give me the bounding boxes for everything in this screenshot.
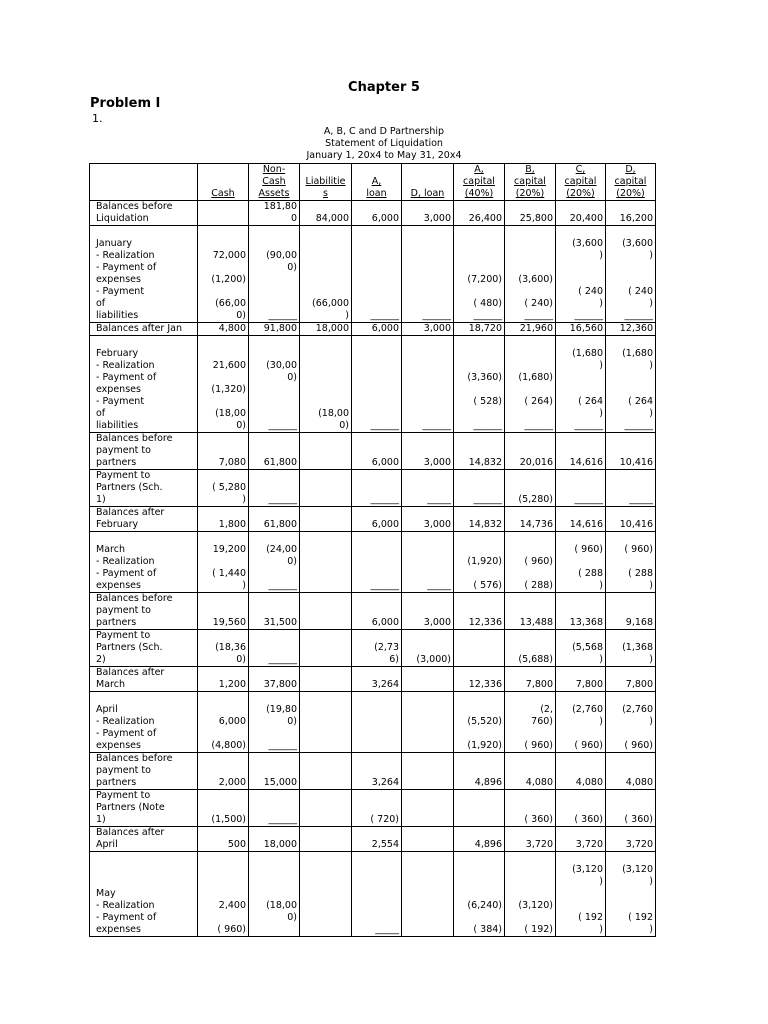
table-cell: 91,800 [249,323,300,336]
table-cell [402,667,454,692]
table-cell: 7,800 [505,667,556,692]
table-cell: 3,000 [402,323,454,336]
table-cell: (1,500) [198,790,249,827]
table-cell: 3,000 [402,507,454,532]
row-label: Balances before payment to partners [90,593,198,630]
table-cell: (3,120 ) ( 192 ) [556,852,606,937]
table-cell: 1,200 [198,667,249,692]
table-cell: (24,00 0) ______ [249,532,300,593]
table-cell [300,532,352,593]
table-cell: (19,80 0) ______ [249,692,300,753]
column-header: Liabilitie s [300,164,352,201]
row-label: Balances after Jan [90,323,198,336]
table-cell: 6,000 [352,507,402,532]
table-cell: ______ [454,470,505,507]
table-cell: (2,73 6) [352,630,402,667]
table-cell: ( 5,280 ) [198,470,249,507]
table-cell: (6,240) ( 384) [454,852,505,937]
table-cell [454,790,505,827]
table-cell: 4,080 [556,753,606,790]
table-cell: 3,720 [505,827,556,852]
table-cell: (2,760 ) ( 960) [556,692,606,753]
table-cell: 21,600 (1,320) (18,00 0) [198,336,249,433]
table-cell: 2,400 ( 960) [198,852,249,937]
table-cell [300,827,352,852]
table-cell: (18,36 0) [198,630,249,667]
table-cell: _____ [402,532,454,593]
table-cell: 3,000 [402,433,454,470]
table-cell: _____ [606,470,656,507]
row-label: Balances after March [90,667,198,692]
table-row [90,753,656,790]
table-cell: 1,800 [198,507,249,532]
table-cell [402,827,454,852]
liquidation-table [89,163,656,937]
row-label: March - Realization - Payment of expenses [90,532,198,593]
table-cell: 12,336 [454,667,505,692]
table-cell: 4,080 [606,753,656,790]
table-cell: (3,120 ) ( 192 ) [606,852,656,937]
table-cell: (3,000) [402,630,454,667]
table-cell: ( 360) [556,790,606,827]
table-cell [300,667,352,692]
table-cell [300,753,352,790]
table-cell: 14,832 [454,433,505,470]
column-header: A, loan [352,164,402,201]
table-cell [402,852,454,937]
table-cell: 84,000 [300,201,352,226]
table-row [90,593,656,630]
table-cell: 4,800 [198,323,249,336]
table-cell: 3,000 [402,593,454,630]
table-cell: 6,000 [352,593,402,630]
table-cell: ( 960) ( 288) [505,532,556,593]
table-cell: ______ [352,226,402,323]
table-cell [198,201,249,226]
column-header: A, capital (40%) [454,164,505,201]
table-cell: ( 360) [505,790,556,827]
table-cell: 61,800 [249,433,300,470]
table-cell [352,692,402,753]
table-cell: ______ [402,226,454,323]
table-cell: 4,080 [505,753,556,790]
table-cell: ( 720) [352,790,402,827]
table-cell: 21,960 [505,323,556,336]
problem-number: 1. [92,112,103,125]
table-cell: 6,000 [352,323,402,336]
table-cell: 14,616 [556,507,606,532]
table-cell: (3,120) ( 192) [505,852,556,937]
table-cell: (5,688) [505,630,556,667]
row-label: Payment to Partners (Sch. 1) [90,470,198,507]
table-cell: 4,896 [454,827,505,852]
table-cell: 181,80 0 [249,201,300,226]
table-cell: 3,720 [556,827,606,852]
table-cell: 12,336 [454,593,505,630]
column-header: D, capital (20%) [606,164,656,201]
table-cell: ( 960) ( 288 ) [556,532,606,593]
table-cell: (1,680) ( 264) ______ [505,336,556,433]
table-cell: (1,368 ) [606,630,656,667]
row-label: Balances after April [90,827,198,852]
table-cell: (66,000 ) [300,226,352,323]
table-row [90,827,656,852]
table-cell: 20,016 [505,433,556,470]
row-label: Payment to Partners (Note 1) [90,790,198,827]
table-cell: (5,568 ) [556,630,606,667]
column-header: Cash [198,164,249,201]
column-header: C, capital (20%) [556,164,606,201]
table-cell: 18,720 [454,323,505,336]
table-cell: 61,800 [249,507,300,532]
table-cell: 4,896 [454,753,505,790]
table-cell: 3,000 [402,201,454,226]
table-cell: 31,500 [249,593,300,630]
table-cell [402,753,454,790]
table-cell [300,470,352,507]
row-label: Balances before payment to partners [90,753,198,790]
table-cell: 7,800 [606,667,656,692]
table-cell: 3,720 [606,827,656,852]
table-cell: (3,360) ( 528) ______ [454,336,505,433]
table-cell: (1,680 ) ( 264 ) ______ [606,336,656,433]
table-cell [300,852,352,937]
table-cell: ______ [249,470,300,507]
table-cell [300,790,352,827]
problem-heading: Problem I [90,96,161,111]
table-cell: 7,080 [198,433,249,470]
table-cell: 3,264 [352,667,402,692]
table-cell [454,630,505,667]
table-cell [300,593,352,630]
table-cell: 14,736 [505,507,556,532]
chapter-title: Chapter 5 [348,80,420,95]
table-cell: (5,280) [505,470,556,507]
table-cell: _____ [352,852,402,937]
column-header: Non- Cash Assets [249,164,300,201]
row-label: May - Realization - Payment of expenses [90,852,198,937]
table-cell: 2,000 [198,753,249,790]
table-cell: (18,00 0) [249,852,300,937]
table-cell: 12,360 [606,323,656,336]
table-cell: 15,000 [249,753,300,790]
table-cell: 16,560 [556,323,606,336]
table-cell: (3,600) ( 240) ______ [505,226,556,323]
row-label: Payment to Partners (Sch. 2) [90,630,198,667]
row-label: Balances after February [90,507,198,532]
table-cell: 18,000 [249,827,300,852]
table-cell: ______ [352,470,402,507]
table-cell: 14,832 [454,507,505,532]
table-cell: (30,00 0) ______ [249,336,300,433]
table-row [90,667,656,692]
table-cell: (1,920) ( 576) [454,532,505,593]
table-row [90,507,656,532]
table-cell: 9,168 [606,593,656,630]
table-cell: 500 [198,827,249,852]
table-cell: (2,760 ) ( 960) [606,692,656,753]
table-row [90,790,656,827]
table-cell: _____ [402,470,454,507]
table-cell: (5,520) (1,920) [454,692,505,753]
table-cell: ______ [402,336,454,433]
table-row [90,692,656,753]
table-cell: 26,400 [454,201,505,226]
subtitle-statement: Statement of Liquidation [325,138,443,149]
table-cell [402,790,454,827]
header-row [90,164,656,201]
column-header: D, loan [402,164,454,201]
table-row [90,201,656,226]
table-row [90,226,656,323]
subtitle-period: January 1, 20x4 to May 31, 20x4 [306,150,462,161]
table-row [90,433,656,470]
table-cell: 14,616 [556,433,606,470]
table-cell: 19,200 ( 1,440 ) [198,532,249,593]
table-cell: ______ [556,470,606,507]
table-cell: (18,00 0) [300,336,352,433]
table-cell: ( 360) [606,790,656,827]
table-cell: 25,800 [505,201,556,226]
row-label: April - Realization - Payment of expenses [90,692,198,753]
table-row [90,323,656,336]
table-cell: 16,200 [606,201,656,226]
table-cell [402,692,454,753]
table-cell [300,433,352,470]
table-row [90,630,656,667]
column-header [90,164,198,201]
table-cell: 10,416 [606,433,656,470]
column-header: B, capital (20%) [505,164,556,201]
table-row [90,336,656,433]
table-row [90,470,656,507]
table-cell: 20,400 [556,201,606,226]
table-cell: ______ [352,532,402,593]
table-cell: ______ [249,630,300,667]
table-cell: 6,000 (4,800) [198,692,249,753]
table-cell: 7,800 [556,667,606,692]
subtitle-partnership: A, B, C and D Partnership [323,126,445,137]
row-label: Balances before payment to partners [90,433,198,470]
table-cell: 18,000 [300,323,352,336]
table-cell: 10,416 [606,507,656,532]
table-cell: 6,000 [352,201,402,226]
row-label: Balances before Liquidation [90,201,198,226]
table-row [90,532,656,593]
table-cell: (90,00 0) ______ [249,226,300,323]
table-cell: (7,200) ( 480) ______ [454,226,505,323]
table-cell: 6,000 [352,433,402,470]
table-cell [300,630,352,667]
table-cell: (1,680 ) ( 264 ) ______ [556,336,606,433]
table-cell: 37,800 [249,667,300,692]
table-cell: ______ [249,790,300,827]
table-cell: 13,488 [505,593,556,630]
table-cell [300,692,352,753]
row-label: January - Realization - Payment of expenses - Payment of liabilities [90,226,198,323]
table-cell: 13,368 [556,593,606,630]
table-cell [300,507,352,532]
table-cell: ______ [352,336,402,433]
table-cell: (2, 760) ( 960) [505,692,556,753]
row-label: February - Realization - Payment of expenses - Payment of liabilities [90,336,198,433]
table-row [90,852,656,937]
table-cell: 72,000 (1,200) (66,00 0) [198,226,249,323]
table-cell: ( 960) ( 288 ) [606,532,656,593]
table-cell: (3,600 ) ( 240 ) ______ [606,226,656,323]
table-cell: 19,560 [198,593,249,630]
table-cell: (3,600 ) ( 240 ) ______ [556,226,606,323]
table-cell: 3,264 [352,753,402,790]
table-cell: 2,554 [352,827,402,852]
